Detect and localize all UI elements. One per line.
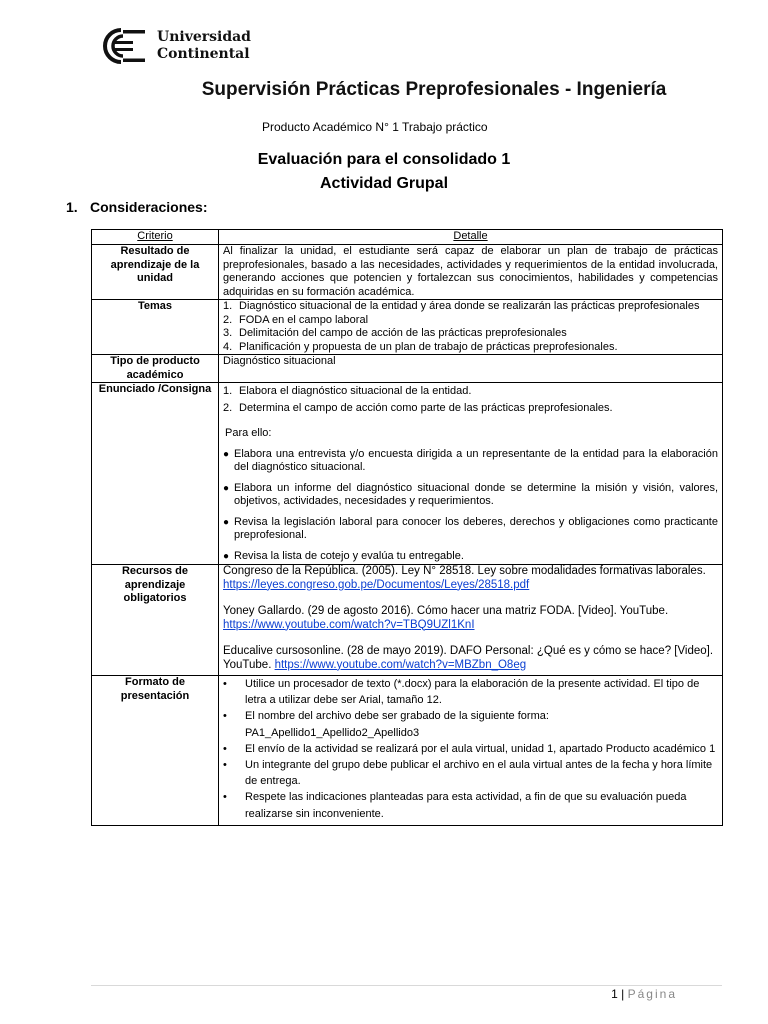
logo-line-1: Universidad <box>157 29 251 45</box>
header-detalle: Detalle <box>219 230 723 245</box>
reference-text: Yoney Gallardo. (29 de agosto 2016). Cómo hacer una matriz FODA. [Video]. YouTube. <box>223 605 669 617</box>
row-detail <box>219 676 723 826</box>
row-label: Tipo de producto académico <box>92 355 219 383</box>
page-title: Supervisión Prácticas Preprofesionales - Ingeniería <box>201 79 667 100</box>
row-temas <box>92 300 723 355</box>
reference-link[interactable]: https://www.youtube.com/watch?v=MBZbn_O8eg <box>274 658 527 671</box>
reference-text: Educalive cursosonline. (28 de mayo 2019). DAFO Personal: ¿Qué es y cómo se hace? [Video]. YouTube. <box>223 645 714 671</box>
list-item: 4. Planificación y propuesta de un plan de trabajo de prácticas preprofesionales. <box>223 340 618 353</box>
list-item: 1. Elabora el diagnóstico situacional de la entidad. <box>223 385 472 397</box>
header-criterio: Criterio <box>92 230 219 245</box>
footer-divider <box>91 985 722 986</box>
bullet-item: • El nombre del archivo debe ser grabado de la siguiente forma: PA1_Apellido1_Apellido2_Apellido3 <box>223 710 549 739</box>
bullet-item: ● Revisa la legislación laboral para conocer los deberes, derechos y obligaciones como practicante preprofesional. <box>223 515 718 541</box>
university-logo-icon <box>93 26 149 66</box>
bullet-item: ● Elabora una entrevista y/o encuesta dirigida a un representante de la entidad para la elaboración del diagnóstico situacional. <box>223 447 718 473</box>
reference-link[interactable]: https://www.youtube.com/watch?v=TBQ9UZl1KnI <box>223 618 475 631</box>
row-detail <box>219 565 723 676</box>
list-item: 2. Determina el campo de acción como parte de las prácticas preprofesionales. <box>223 401 613 414</box>
activity-title: Actividad Grupal <box>319 175 449 192</box>
bullet-item: • Respete las indicaciones planteadas para esta actividad, a fin de que su evaluación pueda realizarse sin inconveniente. <box>223 791 687 820</box>
row-label: Resultado de aprendizaje de la unidad <box>92 245 219 300</box>
list-item: 1. Diagnóstico situacional de la entidad y área donde se realizarán las prácticas preprofesionales <box>223 300 700 312</box>
row-resultado <box>92 245 723 300</box>
page-number: 1 <box>611 987 618 1001</box>
university-logo <box>93 26 251 66</box>
page-label: Página <box>627 987 677 1001</box>
list-item: 2. FODA en el campo laboral <box>223 313 369 326</box>
table-header-row <box>92 230 723 245</box>
reference-link[interactable]: https://leyes.congreso.gob.pe/Documentos/Leyes/28518.pdf <box>223 578 530 591</box>
row-label: Temas <box>92 300 219 355</box>
subtitle: Producto Académico N° 1 Trabajo práctico <box>262 120 488 134</box>
row-formato <box>92 676 723 826</box>
section-title: Consideraciones: <box>90 199 208 215</box>
bullet-item: • El envío de la actividad se realizará por el aula virtual, unidad 1, apartado Producto académico 1 <box>223 742 716 755</box>
bullet-item: • Un integrante del grupo debe publicar el archivo en el aula virtual antes de la fecha y hora límite de entrega. <box>223 759 713 788</box>
section-number: 1. <box>66 199 78 215</box>
row-label: Formato de presentación <box>92 676 219 826</box>
row-recursos <box>92 565 723 676</box>
bullet-item: • Utilice un procesador de texto (*.docx) para la elaboración de la presente actividad. El tipo de letra a utilizar debe ser Arial, tamaño 12. <box>223 678 700 707</box>
row-detail <box>219 383 723 565</box>
footer-separator: | <box>621 987 625 1001</box>
section-heading <box>66 199 207 215</box>
page-footer <box>611 987 677 1001</box>
row-tipo <box>92 355 723 383</box>
logo-line-2: Continental <box>157 46 250 62</box>
reference-text: Congreso de la República. (2005). Ley N° 28518. Ley sobre modalidades formativas laborales. <box>223 565 706 577</box>
para-ello-label: Para ello: <box>225 427 272 439</box>
row-detail: Al finalizar la unidad, el estudiante será capaz de elaborar un plan de trabajo de prácticas preprofesionales, basado a las necesidades, actividades y requerimientos de la entidad involucrada, generando acciones que potencien y fortalezcan sus conocimientos, habilidades y competencias adquiridas en su formación académica. <box>219 245 723 300</box>
bullet-item: ● Revisa la lista de cotejo y evalúa tu entregable. <box>223 549 464 562</box>
list-item: 3. Delimitación del campo de acción de las prácticas preprofesionales <box>223 327 567 339</box>
evaluation-title: Evaluación para el consolidado 1 <box>257 151 511 168</box>
row-detail <box>219 300 723 355</box>
row-detail: Diagnóstico situacional <box>219 355 723 383</box>
row-enunciado <box>92 383 723 565</box>
bullet-item: ● Elabora un informe del diagnóstico situacional donde se determine la misión y visión, valores, objetivos, actividades, necesidades y requerimientos. <box>223 481 718 507</box>
row-label: Enunciado /Consigna <box>92 383 219 565</box>
considerations-table <box>91 229 723 826</box>
row-label: Recursos de aprendizaje obligatorios <box>92 565 219 676</box>
